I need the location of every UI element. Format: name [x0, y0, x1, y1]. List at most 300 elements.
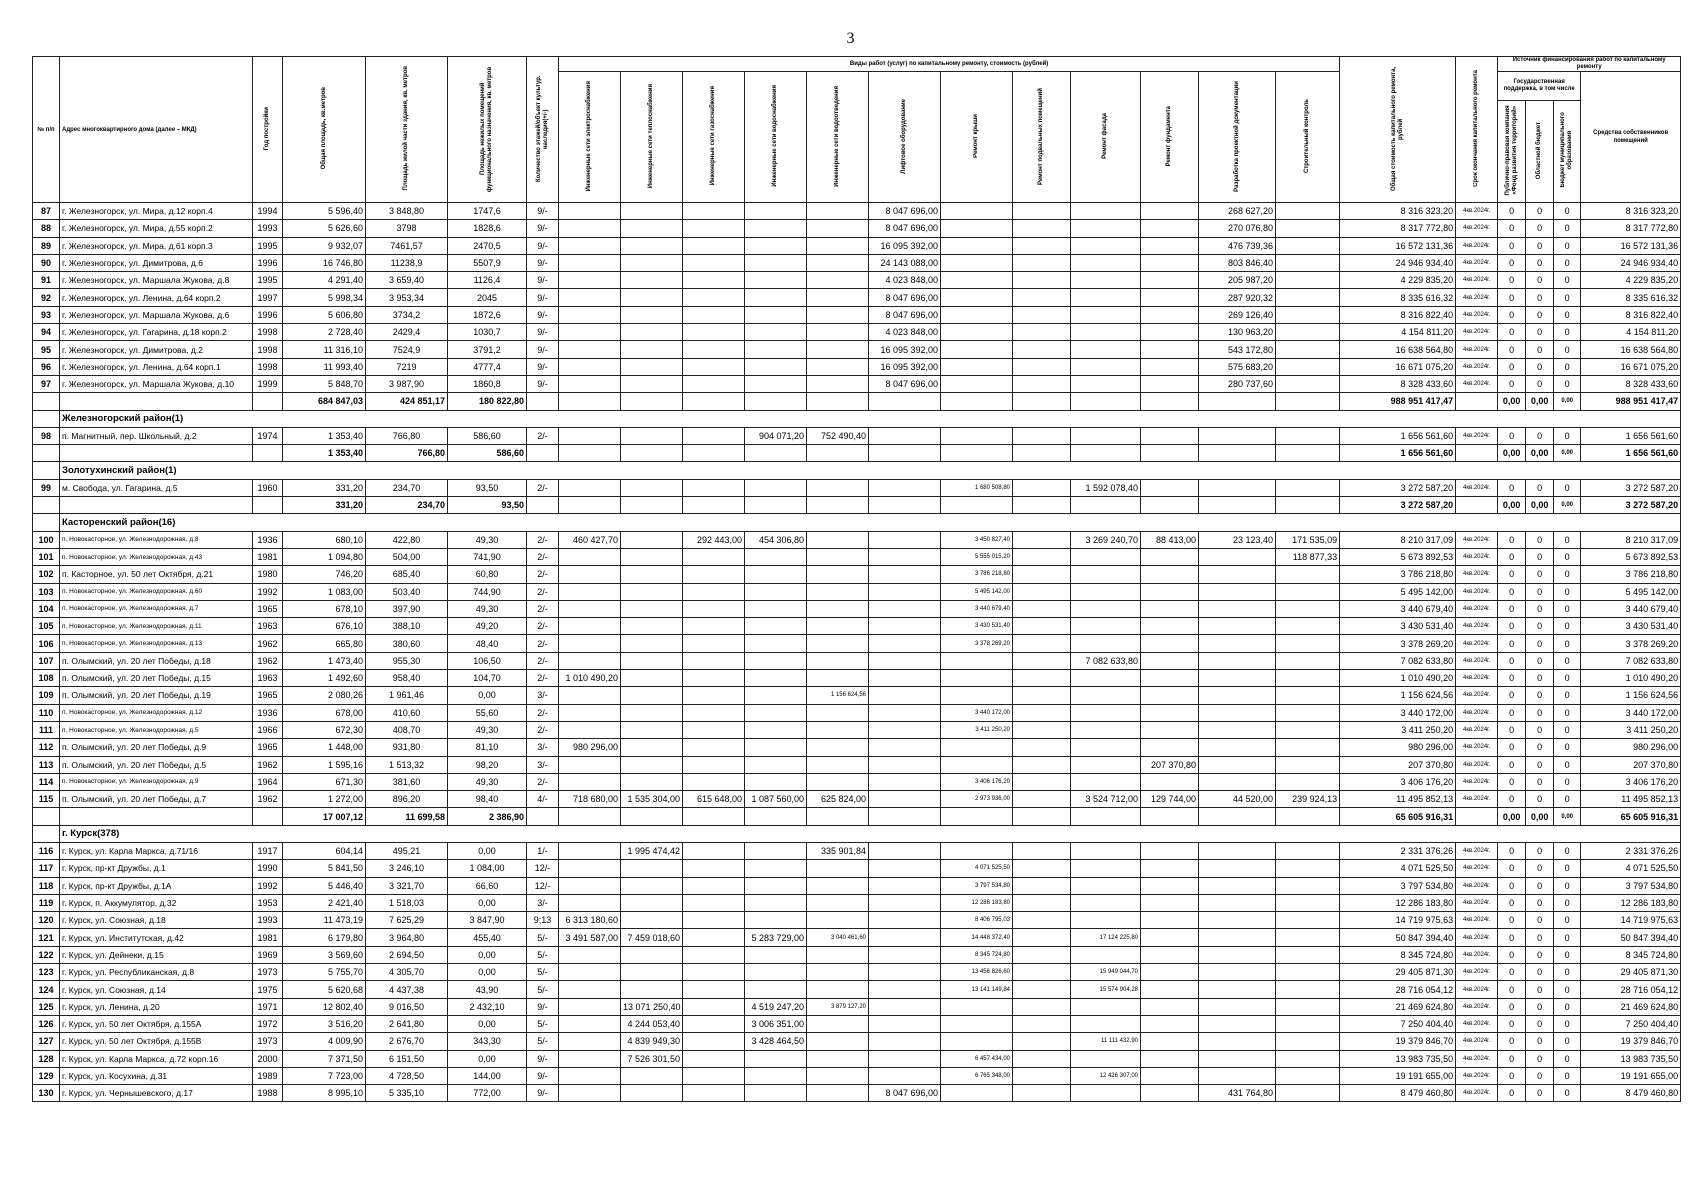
- nonliving-area: 48,40: [448, 635, 527, 652]
- total-area: 5 998,34: [283, 289, 366, 306]
- build-year: 1999: [253, 375, 283, 392]
- funding-fund: 0: [1498, 341, 1526, 358]
- house-row: [33, 289, 1681, 306]
- floors: 5/-: [527, 981, 559, 998]
- house-address: п. Олымский, ул. 20 лет Победы, д.7: [60, 791, 253, 808]
- row-number: 99: [33, 479, 60, 496]
- work-cost-sewer: [807, 1067, 869, 1084]
- subtotal-nonliving-area: 93,50: [448, 497, 527, 514]
- floors: 2/-: [527, 635, 559, 652]
- work-cost-sewer: 625 824,00: [807, 791, 869, 808]
- work-cost-lift: [869, 1015, 941, 1032]
- work-cost-roof: [941, 427, 1013, 444]
- work-cost-elec: 3 491 587,00: [559, 929, 621, 946]
- house-address: г. Железногорск, ул. Маршала Жукова, д.8: [60, 272, 253, 289]
- house-row: [33, 1015, 1681, 1032]
- work-cost-found: [1141, 1085, 1199, 1102]
- funding-municipal: 0: [1554, 306, 1581, 323]
- funding-regional: 0: [1526, 652, 1554, 669]
- work-cost-facade: [1071, 358, 1141, 375]
- nonliving-area: 1030,7: [448, 324, 527, 341]
- nonliving-area: 586,60: [448, 427, 527, 444]
- total-area: 7 371,50: [283, 1050, 366, 1067]
- nonliving-area: 3 847,90: [448, 912, 527, 929]
- total-cost: 16 671 075,20: [1340, 358, 1456, 375]
- house-address: п. Новокасторное, ул. Железнодорожная, д.60: [60, 583, 253, 600]
- funding-owners: 207 370,80: [1581, 756, 1681, 773]
- house-row: [33, 998, 1681, 1015]
- floors: 2/-: [527, 721, 559, 738]
- deadline: 4кв.2024г.: [1456, 739, 1498, 756]
- nonliving-area: 0,00: [448, 842, 527, 859]
- empty-cell: [1199, 393, 1276, 410]
- funding-fund: 0: [1498, 324, 1526, 341]
- funding-fund: 0: [1498, 929, 1526, 946]
- deadline: 4кв.2024г.: [1456, 341, 1498, 358]
- work-cost-water: [745, 254, 807, 271]
- work-cost-control: [1276, 964, 1340, 981]
- work-cost-gas: [683, 1085, 745, 1102]
- work-cost-elec: [559, 220, 621, 237]
- house-row: [33, 531, 1681, 548]
- work-cost-roof: [941, 289, 1013, 306]
- work-cost-heat: [621, 548, 683, 565]
- total-area: 11 316,10: [283, 341, 366, 358]
- work-cost-sewer: [807, 981, 869, 998]
- header-works-group: Виды работ (услуг) по капитальному ремонту, стоимость (рублей): [559, 57, 1340, 72]
- work-cost-found: [1141, 687, 1199, 704]
- work-cost-facade: [1071, 548, 1141, 565]
- work-cost-water: 5 283 729,00: [745, 929, 807, 946]
- work-cost-design: [1199, 427, 1276, 444]
- work-cost-facade: [1071, 1050, 1141, 1067]
- row-number: 105: [33, 618, 60, 635]
- work-cost-elec: [559, 583, 621, 600]
- funding-municipal: 0: [1554, 894, 1581, 911]
- work-cost-lift: [869, 618, 941, 635]
- work-cost-base: [1013, 998, 1071, 1015]
- empty-cell: [1071, 497, 1141, 514]
- total-cost: 5 673 892,53: [1340, 548, 1456, 565]
- work-cost-found: [1141, 375, 1199, 392]
- funding-fund: 0: [1498, 998, 1526, 1015]
- work-cost-control: [1276, 427, 1340, 444]
- work-cost-lift: 8 047 696,00: [869, 306, 941, 323]
- row-number: 110: [33, 704, 60, 721]
- row-number: 114: [33, 773, 60, 790]
- work-cost-lift: [869, 687, 941, 704]
- floors: 2/-: [527, 548, 559, 565]
- total-area: 5 848,70: [283, 375, 366, 392]
- house-row: [33, 324, 1681, 341]
- subtotal-funding-owners: 65 605 916,31: [1581, 808, 1681, 825]
- work-cost-lift: 8 047 696,00: [869, 375, 941, 392]
- work-cost-facade: 3 524 712,00: [1071, 791, 1141, 808]
- house-address: г. Железногорск, ул. Мира, д.12 корп.4: [60, 203, 253, 220]
- work-cost-sewer: [807, 324, 869, 341]
- work-cost-heat: [621, 375, 683, 392]
- work-cost-elec: [559, 946, 621, 963]
- work-cost-sewer: [807, 479, 869, 496]
- work-cost-design: [1199, 877, 1276, 894]
- work-cost-heat: 4 244 053,40: [621, 1015, 683, 1032]
- header-address: Адрес многоквартирного дома (далее – МКД): [60, 57, 253, 203]
- work-cost-design: [1199, 1015, 1276, 1032]
- funding-owners: 11 495 852,13: [1581, 791, 1681, 808]
- empty-cell: [33, 825, 60, 842]
- work-cost-heat: [621, 652, 683, 669]
- work-cost-water: [745, 635, 807, 652]
- work-cost-base: [1013, 946, 1071, 963]
- funding-owners: 8 345 724,80: [1581, 946, 1681, 963]
- work-cost-facade: 3 269 240,70: [1071, 531, 1141, 548]
- work-cost-elec: [559, 842, 621, 859]
- funding-regional: 0: [1526, 1050, 1554, 1067]
- funding-municipal: 0: [1554, 739, 1581, 756]
- total-cost: 8 335 616,32: [1340, 289, 1456, 306]
- subtotal-living-area: 234,70: [366, 497, 448, 514]
- total-area: 2 421,40: [283, 894, 366, 911]
- work-cost-facade: [1071, 566, 1141, 583]
- work-cost-gas: [683, 427, 745, 444]
- house-row: [33, 203, 1681, 220]
- empty-cell: [527, 497, 559, 514]
- living-area: 3 659,40: [366, 272, 448, 289]
- work-cost-water: [745, 652, 807, 669]
- work-cost-found: [1141, 929, 1199, 946]
- total-area: 1 272,00: [283, 791, 366, 808]
- floors: 9/-: [527, 220, 559, 237]
- work-cost-facade: [1071, 635, 1141, 652]
- work-cost-lift: [869, 600, 941, 617]
- house-address: п. Касторное, ул. 50 лет Октября, д.21: [60, 566, 253, 583]
- deadline: 4кв.2024г.: [1456, 1015, 1498, 1032]
- floors: 2/-: [527, 566, 559, 583]
- empty-cell: [1013, 393, 1071, 410]
- work-cost-found: [1141, 635, 1199, 652]
- living-area: 11238,9: [366, 254, 448, 271]
- work-cost-water: [745, 912, 807, 929]
- work-cost-gas: [683, 566, 745, 583]
- subtotal-funding-regional: 0,00: [1526, 497, 1554, 514]
- work-cost-lift: [869, 929, 941, 946]
- total-area: 12 802,40: [283, 998, 366, 1015]
- subtotal-total-area: 1 353,40: [283, 445, 366, 462]
- work-cost-base: [1013, 773, 1071, 790]
- build-year: 1971: [253, 998, 283, 1015]
- nonliving-area: 43,90: [448, 981, 527, 998]
- empty-cell: [1141, 393, 1199, 410]
- empty-cell: [527, 393, 559, 410]
- nonliving-area: 1 084,00: [448, 860, 527, 877]
- subtotal-living-area: 11 699,58: [366, 808, 448, 825]
- floors: 2/-: [527, 531, 559, 548]
- work-cost-lift: [869, 1050, 941, 1067]
- work-cost-gas: [683, 254, 745, 271]
- funding-owners: 19 191 655,00: [1581, 1067, 1681, 1084]
- living-area: 931,80: [366, 739, 448, 756]
- work-cost-found: [1141, 981, 1199, 998]
- living-area: 896,20: [366, 791, 448, 808]
- district-name: Железногорский район(1): [60, 410, 1681, 427]
- total-area: 4 291,40: [283, 272, 366, 289]
- deadline: 4кв.2024г.: [1456, 1033, 1498, 1050]
- total-cost: 19 191 655,00: [1340, 1067, 1456, 1084]
- work-cost-gas: [683, 237, 745, 254]
- work-cost-lift: [869, 998, 941, 1015]
- work-cost-roof: 14 448 372,40: [941, 929, 1013, 946]
- work-cost-sewer: [807, 894, 869, 911]
- living-area: 2 676,70: [366, 1033, 448, 1050]
- empty-cell: [1013, 445, 1071, 462]
- work-cost-gas: [683, 358, 745, 375]
- living-area: 3734,2: [366, 306, 448, 323]
- work-cost-sewer: [807, 220, 869, 237]
- funding-fund: 0: [1498, 842, 1526, 859]
- living-area: 7461,57: [366, 237, 448, 254]
- work-cost-water: [745, 358, 807, 375]
- funding-fund: 0: [1498, 600, 1526, 617]
- work-cost-control: [1276, 981, 1340, 998]
- total-area: 678,10: [283, 600, 366, 617]
- funding-owners: 8 328 433,60: [1581, 375, 1681, 392]
- work-cost-facade: [1071, 842, 1141, 859]
- empty-cell: [60, 808, 253, 825]
- house-address: г. Курск, ул. Республиканская, д.8: [60, 964, 253, 981]
- total-area: 678,00: [283, 704, 366, 721]
- funding-municipal: 0: [1554, 427, 1581, 444]
- work-cost-base: [1013, 981, 1071, 998]
- empty-cell: [941, 393, 1013, 410]
- floors: 9/-: [527, 1050, 559, 1067]
- district-header-row: [33, 462, 1681, 479]
- house-address: п. Магнитный, пер. Школьный, д.2: [60, 427, 253, 444]
- work-cost-control: [1276, 721, 1340, 738]
- row-number: 112: [33, 739, 60, 756]
- work-cost-base: [1013, 1067, 1071, 1084]
- work-cost-found: [1141, 998, 1199, 1015]
- work-cost-heat: [621, 860, 683, 877]
- header-funding-owners: Средства собственников помещений: [1581, 72, 1681, 203]
- work-cost-lift: [869, 1033, 941, 1050]
- work-cost-facade: 15 949 044,70: [1071, 964, 1141, 981]
- funding-municipal: 0: [1554, 652, 1581, 669]
- work-cost-roof: 12 286 183,80: [941, 894, 1013, 911]
- work-cost-control: [1276, 566, 1340, 583]
- living-area: 3798: [366, 220, 448, 237]
- deadline: 4кв.2024г.: [1456, 756, 1498, 773]
- build-year: 1993: [253, 912, 283, 929]
- row-number: 98: [33, 427, 60, 444]
- empty-cell: [253, 808, 283, 825]
- empty-cell: [621, 445, 683, 462]
- work-cost-control: [1276, 1033, 1340, 1050]
- work-cost-gas: [683, 479, 745, 496]
- work-cost-roof: 3 378 269,20: [941, 635, 1013, 652]
- funding-fund: 0: [1498, 860, 1526, 877]
- empty-cell: [559, 497, 621, 514]
- house-row: [33, 929, 1681, 946]
- funding-regional: 0: [1526, 375, 1554, 392]
- total-cost: 29 405 871,30: [1340, 964, 1456, 981]
- work-cost-design: [1199, 964, 1276, 981]
- work-cost-control: [1276, 1085, 1340, 1102]
- work-cost-base: [1013, 548, 1071, 565]
- header-funding-municipal: Бюджет муниципального образования: [1554, 101, 1581, 203]
- table-body: [33, 203, 1681, 1102]
- header-work-water: Инженерные сети водоснабжения: [745, 72, 807, 203]
- work-cost-found: [1141, 237, 1199, 254]
- work-cost-water: [745, 773, 807, 790]
- total-cost: 16 638 564,80: [1340, 341, 1456, 358]
- work-cost-facade: [1071, 324, 1141, 341]
- house-address: г. Курск, ул. Союзная, д.14: [60, 981, 253, 998]
- work-cost-found: [1141, 894, 1199, 911]
- row-number: 88: [33, 220, 60, 237]
- living-area: 7524,9: [366, 341, 448, 358]
- total-cost: 8 317 772,80: [1340, 220, 1456, 237]
- deadline: 4кв.2024г.: [1456, 773, 1498, 790]
- empty-cell: [941, 445, 1013, 462]
- empty-cell: [1276, 808, 1340, 825]
- work-cost-lift: [869, 739, 941, 756]
- work-cost-roof: [941, 203, 1013, 220]
- funding-municipal: 0: [1554, 842, 1581, 859]
- funding-owners: 5 673 892,53: [1581, 548, 1681, 565]
- row-number: 94: [33, 324, 60, 341]
- build-year: 1974: [253, 427, 283, 444]
- funding-municipal: 0: [1554, 272, 1581, 289]
- work-cost-base: [1013, 842, 1071, 859]
- work-cost-roof: 3 786 218,80: [941, 566, 1013, 583]
- funding-municipal: 0: [1554, 1050, 1581, 1067]
- header-num: № п/п: [33, 57, 60, 203]
- nonliving-area: 772,00: [448, 1085, 527, 1102]
- work-cost-sewer: [807, 203, 869, 220]
- build-year: 1962: [253, 635, 283, 652]
- total-cost: 14 719 975,63: [1340, 912, 1456, 929]
- work-cost-lift: [869, 635, 941, 652]
- work-cost-roof: 3 450 827,40: [941, 531, 1013, 548]
- work-cost-base: [1013, 791, 1071, 808]
- funding-municipal: 0: [1554, 358, 1581, 375]
- work-cost-facade: [1071, 739, 1141, 756]
- funding-owners: 50 847 394,40: [1581, 929, 1681, 946]
- total-area: 1 492,60: [283, 670, 366, 687]
- work-cost-control: [1276, 1067, 1340, 1084]
- funding-fund: 0: [1498, 427, 1526, 444]
- living-area: 422,80: [366, 531, 448, 548]
- living-area: 388,10: [366, 618, 448, 635]
- work-cost-base: [1013, 860, 1071, 877]
- funding-owners: 16 671 075,20: [1581, 358, 1681, 375]
- empty-cell: [1276, 497, 1340, 514]
- funding-owners: 8 210 317,09: [1581, 531, 1681, 548]
- work-cost-water: [745, 341, 807, 358]
- house-row: [33, 739, 1681, 756]
- funding-regional: 0: [1526, 894, 1554, 911]
- funding-fund: 0: [1498, 635, 1526, 652]
- work-cost-sewer: [807, 548, 869, 565]
- work-cost-control: 171 535,09: [1276, 531, 1340, 548]
- work-cost-sewer: [807, 721, 869, 738]
- empty-cell: [745, 393, 807, 410]
- work-cost-lift: [869, 842, 941, 859]
- house-address: г. Курск, ул. Институтская, д.42: [60, 929, 253, 946]
- house-row: [33, 670, 1681, 687]
- funding-municipal: 0: [1554, 600, 1581, 617]
- work-cost-facade: [1071, 289, 1141, 306]
- work-cost-design: [1199, 739, 1276, 756]
- work-cost-water: 904 071,20: [745, 427, 807, 444]
- funding-owners: 3 786 218,80: [1581, 566, 1681, 583]
- work-cost-control: [1276, 289, 1340, 306]
- funding-owners: 12 286 183,80: [1581, 894, 1681, 911]
- funding-owners: 4 154 811,20: [1581, 324, 1681, 341]
- empty-cell: [527, 808, 559, 825]
- work-cost-sewer: [807, 756, 869, 773]
- work-cost-facade: 15 574 904,28: [1071, 981, 1141, 998]
- work-cost-base: [1013, 739, 1071, 756]
- work-cost-sewer: [807, 341, 869, 358]
- house-address: г. Курск, ул. Чернышевского, д.17: [60, 1085, 253, 1102]
- living-area: 5 335,10: [366, 1085, 448, 1102]
- work-cost-heat: [621, 670, 683, 687]
- work-cost-control: [1276, 912, 1340, 929]
- empty-cell: [33, 514, 60, 531]
- work-cost-found: [1141, 877, 1199, 894]
- empty-cell: [253, 393, 283, 410]
- deadline: 4кв.2024г.: [1456, 964, 1498, 981]
- work-cost-roof: [941, 998, 1013, 1015]
- build-year: 1962: [253, 791, 283, 808]
- district-header-row: [33, 825, 1681, 842]
- work-cost-heat: [621, 479, 683, 496]
- work-cost-design: [1199, 687, 1276, 704]
- district-header-row: [33, 410, 1681, 427]
- work-cost-facade: [1071, 237, 1141, 254]
- work-cost-roof: 3 797 534,80: [941, 877, 1013, 894]
- work-cost-gas: [683, 773, 745, 790]
- empty-cell: [1141, 808, 1199, 825]
- work-cost-found: [1141, 860, 1199, 877]
- work-cost-gas: [683, 704, 745, 721]
- deadline: 4кв.2024г.: [1456, 860, 1498, 877]
- living-area: 408,70: [366, 721, 448, 738]
- build-year: 1965: [253, 687, 283, 704]
- work-cost-design: [1199, 600, 1276, 617]
- funding-fund: 0: [1498, 548, 1526, 565]
- work-cost-facade: [1071, 1015, 1141, 1032]
- build-year: 1993: [253, 220, 283, 237]
- header-state-support: Государственная поддержка, в том числе: [1498, 72, 1581, 101]
- funding-fund: 0: [1498, 721, 1526, 738]
- total-area: 676,10: [283, 618, 366, 635]
- work-cost-gas: [683, 981, 745, 998]
- work-cost-water: 3 428 464,50: [745, 1033, 807, 1050]
- nonliving-area: 2 432,10: [448, 998, 527, 1015]
- subtotal-funding-municipal: 0,00: [1554, 497, 1581, 514]
- floors: 2/-: [527, 618, 559, 635]
- row-number: 106: [33, 635, 60, 652]
- work-cost-facade: [1071, 894, 1141, 911]
- total-cost: 4 071 525,50: [1340, 860, 1456, 877]
- work-cost-heat: [621, 220, 683, 237]
- house-row: [33, 566, 1681, 583]
- funding-fund: 0: [1498, 687, 1526, 704]
- work-cost-elec: [559, 894, 621, 911]
- empty-cell: [621, 808, 683, 825]
